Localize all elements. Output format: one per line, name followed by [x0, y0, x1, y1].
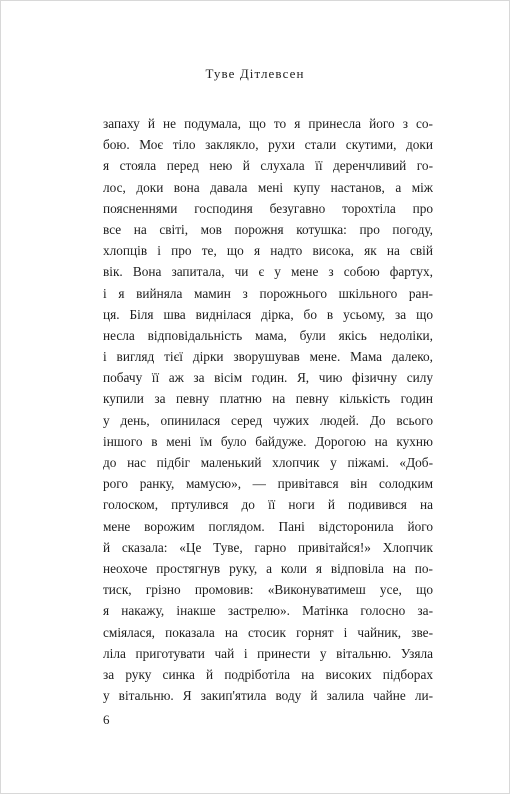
text-line: у день, опинилася серед чужих людей. До всього	[103, 412, 433, 428]
text-line: неохоче простягнув руку, а коли я відповіла на по-	[103, 560, 433, 576]
text-line: я стояла перед нею й слухала її деренчливий го-	[103, 158, 433, 174]
text-line: купили за певну платню на певну кількість годин	[103, 391, 433, 407]
text-line: хлопців і про те, що я надто висока, як на свій	[103, 243, 433, 259]
text-line: і я вийняла мамин з порожнього шкільного ран-	[103, 285, 433, 301]
text-line: бою. Моє тіло заклякло, рухи стали скутими, доки	[103, 137, 433, 153]
text-line: голоском, пртулився до її ноги й подивився на	[103, 497, 433, 513]
text-line: вік. Вона запитала, чи є у мене з собою фартух,	[103, 264, 433, 280]
text-line: лос, доки вона давала мені купу настанов, а між	[103, 179, 433, 195]
text-line: у вітальню. Я закип'ятила воду й залила чайне ли-	[103, 688, 433, 704]
text-line: мене ворожим поглядом. Пані відсторонила його	[103, 518, 433, 534]
text-line: все на світі, мов порожня котушка: про погоду,	[103, 221, 433, 237]
text-line: я накажу, інакше застрелю». Матінка голосно за-	[103, 603, 433, 619]
text-line: й сказала: «Це Туве, гарно привітайся!» Хлопчик	[103, 539, 433, 555]
text-line: сміялася, показала на стосик горнят і чайник, зве-	[103, 624, 433, 640]
text-line: ліла приготувати чай і принести у вітальню. Узяла	[103, 645, 433, 661]
text-line: і вигляд тієї дірки зворушував мене. Мама далеко,	[103, 349, 433, 365]
text-line: іншого в мені їм було байдуже. Дорогою на кухню	[103, 433, 433, 449]
text-line: ця. Біля шва виднілася дірка, бо в усьому, за що	[103, 306, 433, 322]
text-line: побачу її аж за вісім годин. Я, чию фізичну силу	[103, 370, 433, 386]
text-line: несла відповідальність мама, були якісь недоліки,	[103, 327, 433, 343]
text-line: рого ранку, мамусю», — привітався він солодким	[103, 476, 433, 492]
text-line: поясненнями господиня безугавно торохтіла про	[103, 200, 433, 216]
text-line: запаху й не подумала, що то я принесла його з со-	[103, 116, 433, 131]
text-line: тиск, грізно промовив: «Виконуватимеш усе, що	[103, 582, 433, 598]
text-line: до нас підбіг маленький хлопчик у піжамі. «Доб-	[103, 455, 433, 470]
body-text	[103, 113, 433, 706]
running-head-author: Туве Дітлевсен	[205, 66, 305, 81]
text-line: за руку синка й подріботіла на високих підборах	[103, 666, 433, 682]
page-number: 6	[103, 712, 110, 727]
